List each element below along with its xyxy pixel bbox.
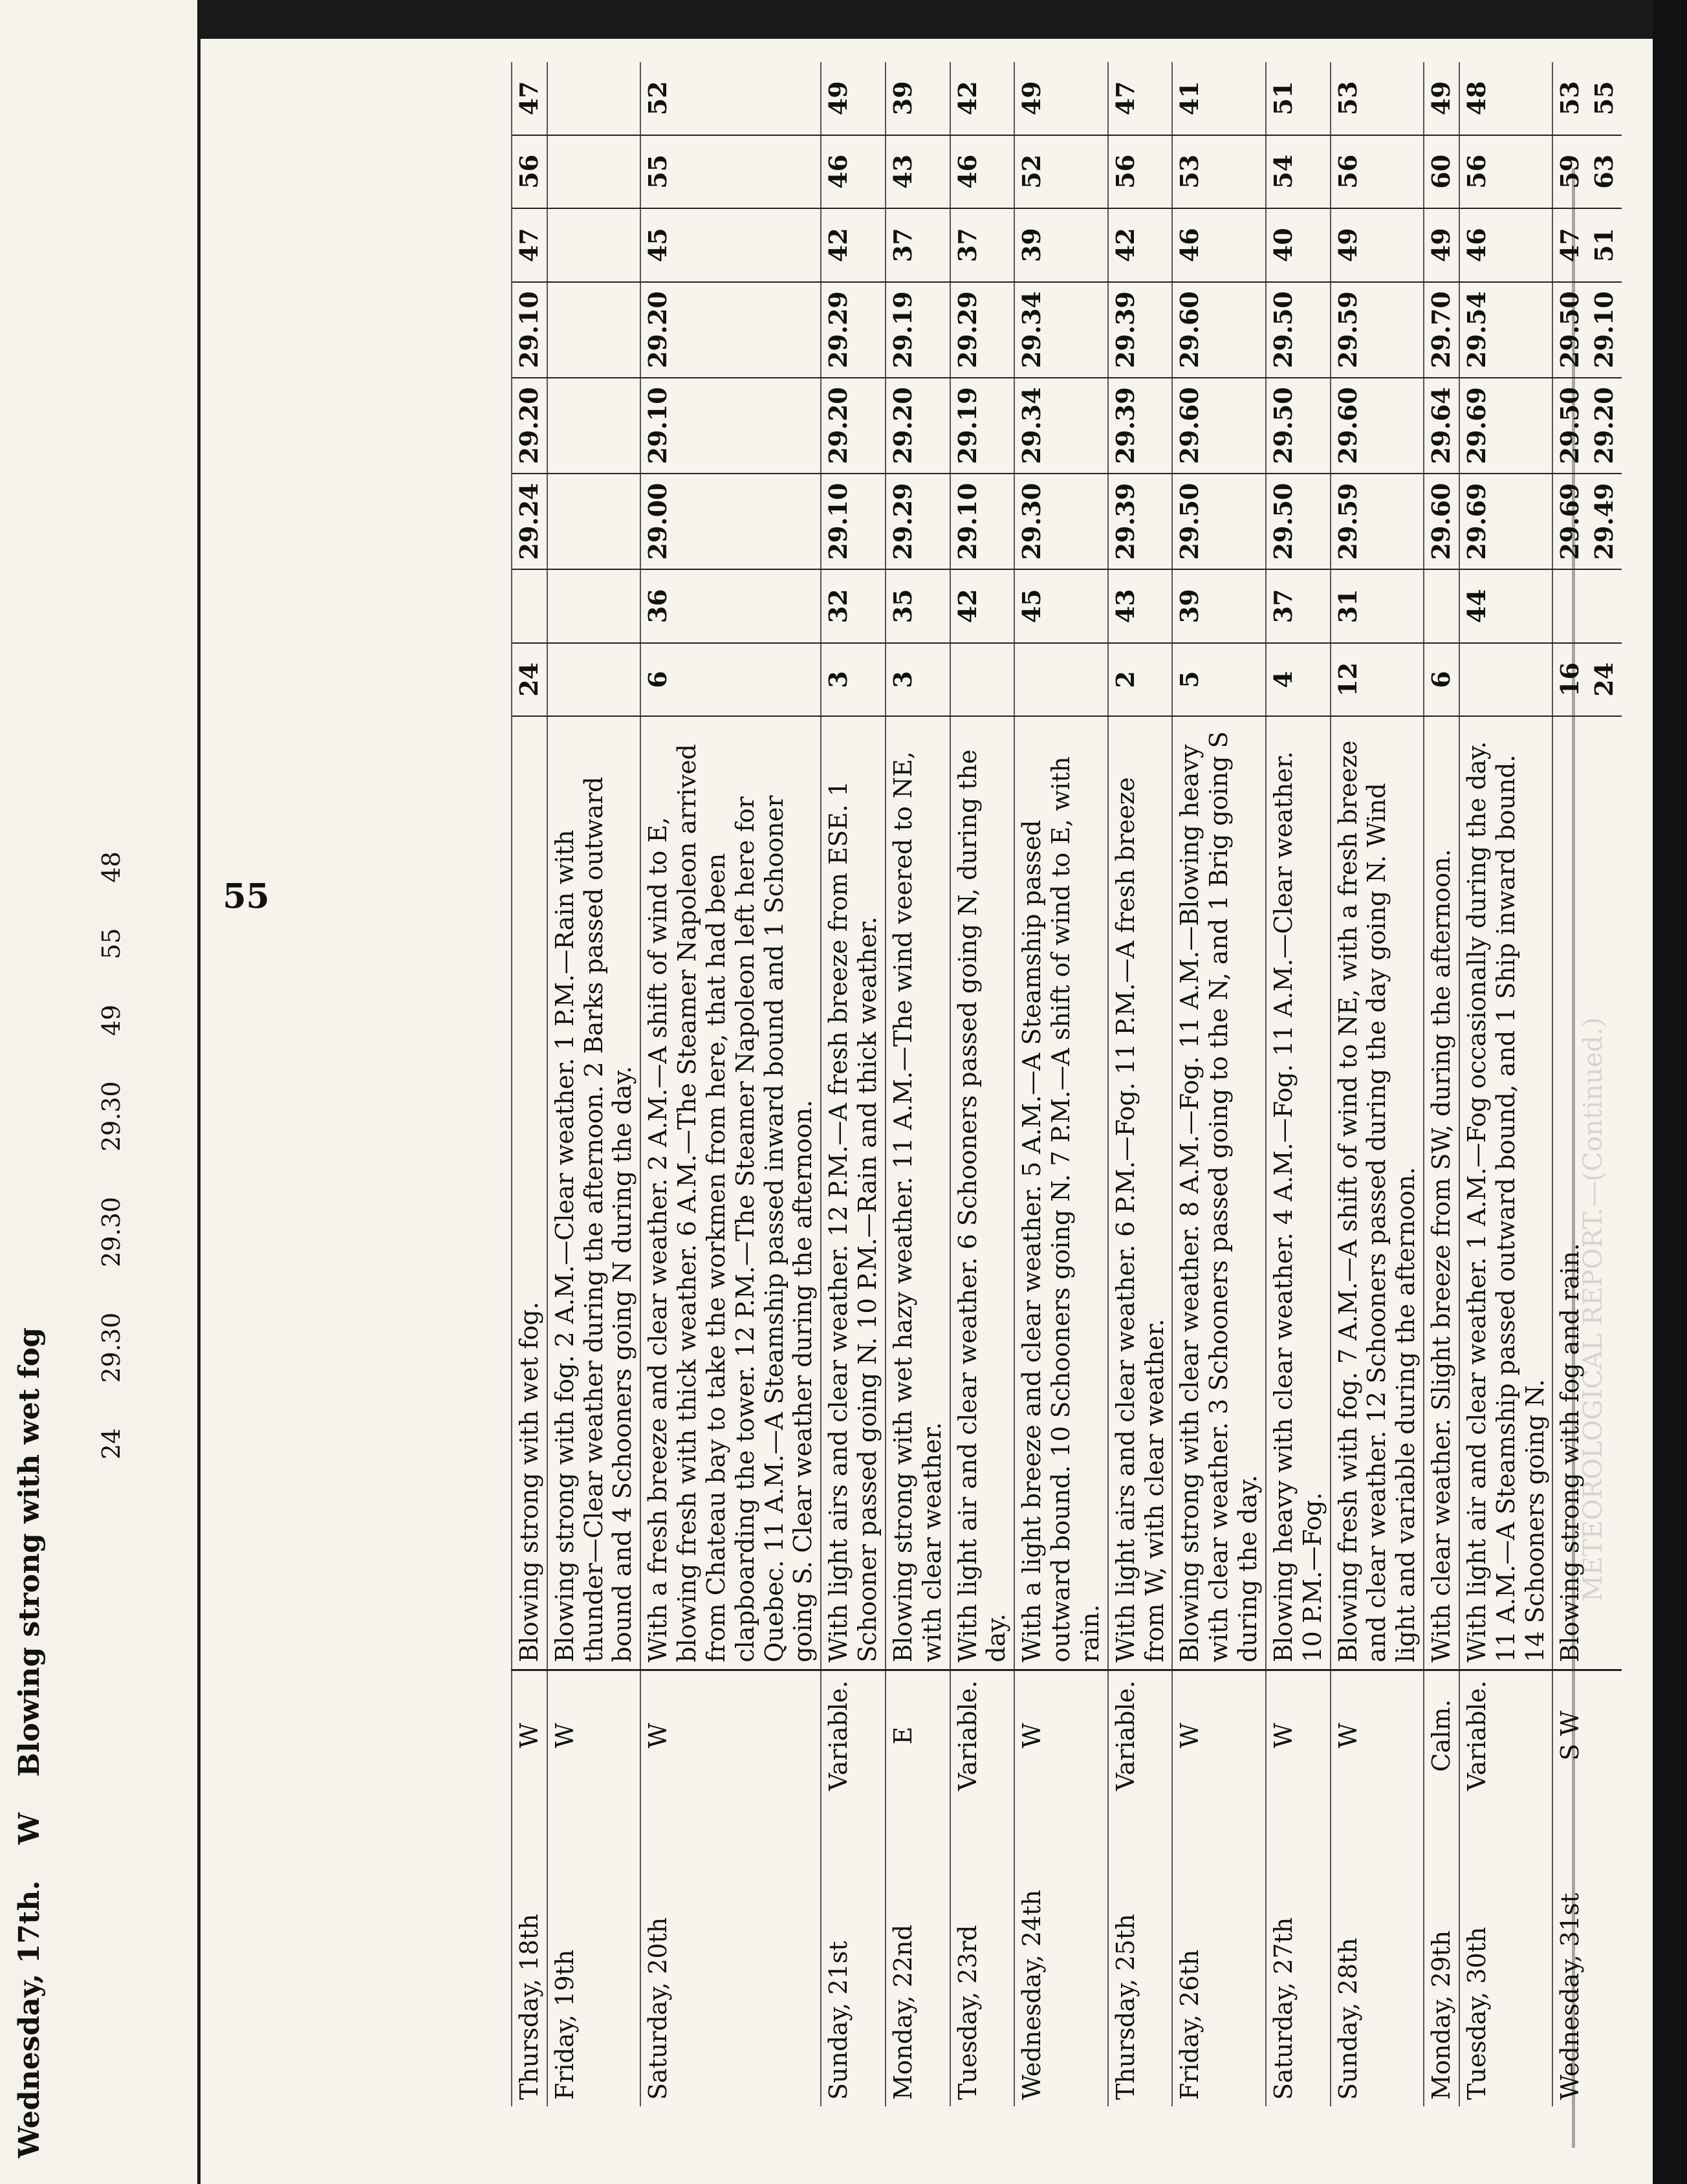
previous-wind: W [13,1812,46,1845]
t3-cell: 49 [1014,62,1107,135]
t1-cell: 42 [1108,208,1173,282]
snow-cell: 36 [640,569,821,643]
previous-day: Wednesday, 17th. [13,1880,46,2158]
b1-cell: 29.50 [1172,474,1265,569]
log-row [886,62,950,2106]
b1-cell: 29.60 [1424,474,1459,569]
rotated-page-content [201,39,1653,2184]
b3-cell: 29.50 [1266,282,1331,378]
b3-cell [547,282,640,378]
t3-cell [547,62,640,135]
wind-cell: W [512,1670,547,1800]
wind-cell: W [1014,1670,1107,1800]
b3-cell: 29.20 [640,282,821,378]
b1-cell: 29.50 [1266,474,1331,569]
b2-cell [547,378,640,474]
wind-cell: Variable. [1108,1670,1173,1800]
log-row [1331,62,1424,2106]
snow-cell: 31 [1331,569,1424,643]
remarks-cell: Blowing strong with wet fog. [512,716,547,1670]
b2-cell: 29.50 [1552,378,1587,474]
b1-cell: 29.69 [1459,474,1552,569]
day-cell: Saturday, 27th [1266,1800,1331,2106]
remarks-cell: Blowing strong with fog and rain. [1552,716,1587,1670]
remarks-cell: Blowing heavy with clear weather. 4 A.M.—Fog. 11 A.M.—Clear weather. 10 P.M.—Fog. [1266,716,1331,1670]
b1-cell: 29.24 [512,474,547,569]
b1-cell: 29.30 [1014,474,1107,569]
rain-cell [547,643,640,717]
wind-cell: W [1266,1670,1331,1800]
snow-cell: 37 [1266,569,1331,643]
rain-cell [950,643,1015,717]
t1-cell: 37 [886,208,950,282]
snow-cell [547,569,640,643]
rain-cell: 24 [1587,643,1622,717]
wind-cell: E [886,1670,950,1800]
b1-cell [547,474,640,569]
wind-cell: S W [1552,1670,1587,1800]
t2-cell: 52 [1014,135,1107,209]
t2-cell: 63 [1587,135,1622,209]
log-row [821,62,886,2106]
rain-cell: 3 [886,643,950,717]
b2-cell: 29.10 [640,378,821,474]
b2-cell: 29.60 [1331,378,1424,474]
day-cell: Sunday, 28th [1331,1800,1424,2106]
weather-log-table [511,62,1622,2106]
day-cell [1587,1800,1622,2106]
log-row [1424,62,1459,2106]
log-row [1108,62,1173,2106]
t3-cell: 49 [1424,62,1459,135]
rain-cell: 2 [1108,643,1173,717]
t2-cell: 46 [950,135,1015,209]
previous-value: 48 [97,851,125,883]
remarks-cell: Blowing strong with clear weather. 8 A.M.—Fog. 11 A.M.—Blowing heavy with clear weather. 3 Schooners passed going to the N, and 1 Brig going S during the day. [1172,716,1265,1670]
b1-cell: 29.59 [1331,474,1424,569]
t2-cell: 56 [1331,135,1424,209]
t1-cell: 39 [1014,208,1107,282]
book-edge [1653,0,1687,2184]
rain-cell: 3 [821,643,886,717]
t3-cell: 53 [1552,62,1587,135]
document-page [201,39,1653,2184]
t2-cell: 59 [1552,135,1587,209]
rain-cell: 24 [512,643,547,717]
b3-cell: 29.10 [512,282,547,378]
t3-cell: 41 [1172,62,1265,135]
remarks-cell: With clear weather. Slight breeze from SW, during the afternoon. [1424,716,1459,1670]
t2-cell: 54 [1266,135,1331,209]
remarks-cell: With light air and clear weather. 1 A.M.—Fog occasionally during the day. 11 A.M.—A Steamship passed outward bound, and 1 Ship inward bound. 14 Schooners going N. [1459,716,1552,1670]
b2-cell: 29.20 [821,378,886,474]
rain-cell [1459,643,1552,717]
day-cell: Friday, 19th [547,1800,640,2106]
day-cell: Monday, 22nd [886,1800,950,2106]
b3-cell: 29.34 [1014,282,1107,378]
page-number: 55 [223,877,270,917]
log-row [1014,62,1107,2106]
b3-cell: 29.19 [886,282,950,378]
snow-cell: 32 [821,569,886,643]
previous-values-row [97,806,125,1459]
snow-cell: 35 [886,569,950,643]
wind-cell: W [547,1670,640,1800]
day-cell: Wednesday, 24th [1014,1800,1107,2106]
day-cell: Tuesday, 23rd [950,1800,1015,2106]
day-cell: Monday, 29th [1424,1800,1459,2106]
remarks-cell: With light airs and clear weather. 12 P.M.—A fresh breeze from ESE. 1 Schooner passed going N. 10 P.M.—Rain and thick weather. [821,716,886,1670]
previous-remark: Blowing strong with wet fog [13,1327,46,1777]
b2-cell: 29.34 [1014,378,1107,474]
b3-cell: 29.59 [1331,282,1424,378]
t1-cell: 46 [1172,208,1265,282]
t3-cell: 48 [1459,62,1552,135]
previous-page-content [0,0,197,2184]
day-cell: Friday, 26th [1172,1800,1265,2106]
b1-cell: 29.39 [1108,474,1173,569]
t3-cell: 47 [512,62,547,135]
log-row [1552,62,1587,2106]
remarks-cell: With a light breeze and clear weather. 5 A.M.—A Steamship passed outward bound. 10 Schooners going N. 7 P.M.—A shift of wind to E, with rain. [1014,716,1107,1670]
snow-cell: 44 [1459,569,1552,643]
b3-cell: 29.54 [1459,282,1552,378]
t2-cell: 56 [1108,135,1173,209]
rain-cell [1014,643,1107,717]
previous-value: 49 [97,1004,125,1036]
b1-cell: 29.69 [1552,474,1587,569]
rain-cell: 6 [1424,643,1459,717]
log-row [1587,62,1622,2106]
b2-cell: 29.69 [1459,378,1552,474]
t3-cell: 49 [821,62,886,135]
b2-cell: 29.20 [886,378,950,474]
t2-cell: 55 [640,135,821,209]
b3-cell: 29.10 [1587,282,1622,378]
wind-cell: W [1331,1670,1424,1800]
t2-cell: 53 [1172,135,1265,209]
b2-cell: 29.20 [1587,378,1622,474]
snow-cell [512,569,547,643]
log-row [1459,62,1552,2106]
remarks-cell: With light airs and clear weather. 6 P.M.—Fog. 11 P.M.—A fresh breeze from W, with clear weather. [1108,716,1173,1670]
remarks-cell: Blowing strong with wet hazy weather. 11 A.M.—The wind veered to NE, with clear weather. [886,716,950,1670]
snow-cell [1424,569,1459,643]
t3-cell: 42 [950,62,1015,135]
snow-cell [1587,569,1622,643]
b2-cell: 29.64 [1424,378,1459,474]
b3-cell: 29.60 [1172,282,1265,378]
previous-page-fragment [0,0,197,2184]
remarks-cell [1587,716,1622,1670]
rain-cell: 6 [640,643,821,717]
t1-cell: 49 [1424,208,1459,282]
b1-cell: 29.10 [821,474,886,569]
previous-value: 29.30 [97,1197,125,1267]
t1-cell: 45 [640,208,821,282]
log-row [1266,62,1331,2106]
wind-cell: Calm. [1424,1670,1459,1800]
rain-cell: 12 [1331,643,1424,717]
day-cell: Thursday, 25th [1108,1800,1173,2106]
b1-cell: 29.29 [886,474,950,569]
rain-cell: 4 [1266,643,1331,717]
log-row [547,62,640,2106]
weather-log-body [512,62,1622,2106]
rain-cell: 16 [1552,643,1587,717]
t3-cell: 52 [640,62,821,135]
log-row [512,62,547,2106]
previous-value: 55 [97,928,125,959]
t2-cell: 56 [512,135,547,209]
b2-cell: 29.20 [512,378,547,474]
t1-cell: 46 [1459,208,1552,282]
log-row [950,62,1015,2106]
t2-cell: 60 [1424,135,1459,209]
t1-cell: 47 [512,208,547,282]
wind-cell: W [640,1670,821,1800]
b2-cell: 29.19 [950,378,1015,474]
b1-cell: 29.00 [640,474,821,569]
b3-cell: 29.29 [821,282,886,378]
t1-cell: 40 [1266,208,1331,282]
t3-cell: 53 [1331,62,1424,135]
t1-cell: 37 [950,208,1015,282]
wind-cell: Variable. [821,1670,886,1800]
t3-cell: 55 [1587,62,1622,135]
t1-cell [547,208,640,282]
t2-cell: 43 [886,135,950,209]
b2-cell: 29.60 [1172,378,1265,474]
day-cell: Thursday, 18th [512,1800,547,2106]
b3-cell: 29.50 [1552,282,1587,378]
remarks-cell: Blowing fresh with fog. 7 A.M.—A shift of wind to NE, with a fresh breeze and clear weather. 12 Schooners passed during the day going N. Wind light and variable during the afternoon. [1331,716,1424,1670]
t2-cell: 46 [821,135,886,209]
remarks-cell: With a fresh breeze and clear weather. 2 A.M.—A shift of wind to E, blowing fresh with thick weather. 6 A.M.—The Steamer Napoleon arrived from Chateau bay to take the workmen from here, that had been clapboarding the tower. 12 P.M.—The Steamer Napoleon left here for Quebec. 11 A.M.—A Steamship passed inward bound and 1 Schooner going S. Clear weather during the afternoon. [640,716,821,1670]
log-row [640,62,821,2106]
t1-cell: 51 [1587,208,1622,282]
previous-page-row [13,1302,46,2158]
day-cell: Tuesday, 30th [1459,1800,1552,2106]
day-cell: Wednesday, 31st [1552,1800,1587,2106]
b1-cell: 29.10 [950,474,1015,569]
day-cell: Sunday, 21st [821,1800,886,2106]
b2-cell: 29.39 [1108,378,1173,474]
t1-cell: 49 [1331,208,1424,282]
day-cell: Saturday, 20th [640,1800,821,2106]
snow-cell: 42 [950,569,1015,643]
t3-cell: 47 [1108,62,1173,135]
previous-value: 29.30 [97,1081,125,1152]
t3-cell: 39 [886,62,950,135]
t1-cell: 42 [821,208,886,282]
wind-cell [1587,1670,1622,1800]
t2-cell: 56 [1459,135,1552,209]
remarks-cell: Blowing strong with fog. 2 A.M.—Clear weather. 1 P.M.—Rain with thunder—Clear weather during the afternoon. 2 Barks passed outward bound and 4 Schooners going N during the day. [547,716,640,1670]
snow-cell [1552,569,1587,643]
rain-cell: 5 [1172,643,1265,717]
b3-cell: 29.70 [1424,282,1459,378]
t3-cell: 51 [1266,62,1331,135]
b3-cell: 29.39 [1108,282,1173,378]
b3-cell: 29.29 [950,282,1015,378]
wind-cell: Variable. [950,1670,1015,1800]
snow-cell: 39 [1172,569,1265,643]
bleed-through-header: METEOROLOGICAL REPORT.—(Continued.) [1578,1017,1608,1602]
snow-cell: 43 [1108,569,1173,643]
b2-cell: 29.50 [1266,378,1331,474]
t2-cell [547,135,640,209]
wind-cell: Variable. [1459,1670,1552,1800]
previous-value: 29.30 [97,1312,125,1383]
remarks-cell: With light air and clear weather. 6 Schooners passed going N, during the day. [950,716,1015,1670]
log-row [1172,62,1265,2106]
previous-value: 24 [97,1428,125,1459]
snow-cell: 45 [1014,569,1107,643]
wind-cell: W [1172,1670,1265,1800]
b1-cell: 29.49 [1587,474,1622,569]
t1-cell: 47 [1552,208,1587,282]
